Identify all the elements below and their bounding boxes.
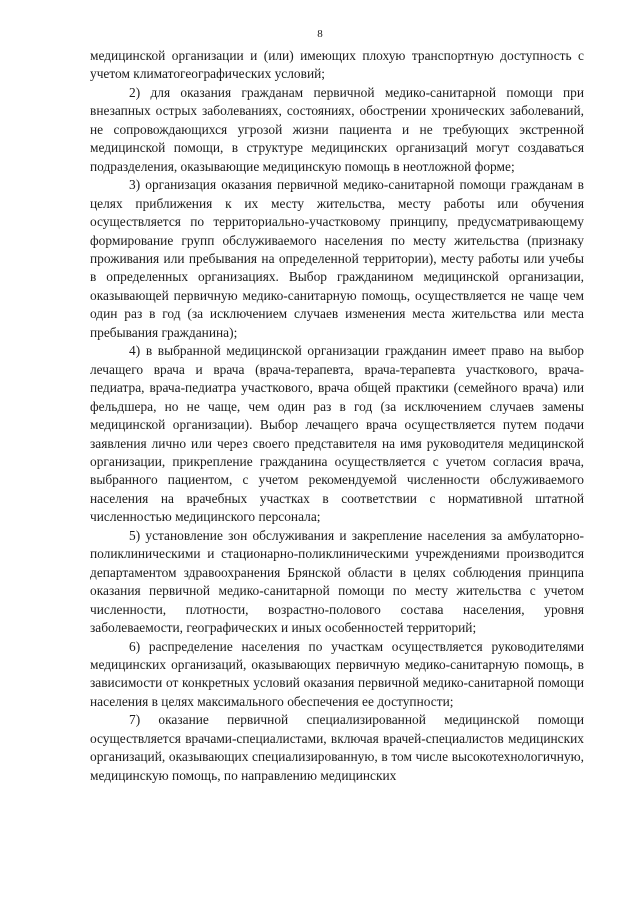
paragraph-item-5: 5) установление зон обслуживания и закрепление населения за амбулаторно-поликлиническими и стационарно-поликлиническими учреждениями производится департаментом здравоохранения Брянской области в целях соблюдения принципа оказания первичной медико-санитарной помощи по месту жительства с учетом численности, плотности, возрастно-полового состава населения, уровня заболеваемости, географических и иных особенностей территорий; bbox=[90, 527, 584, 636]
paragraph-item-2: 2) для оказания гражданам первичной медико-санитарной помощи при внезапных острых заболеваниях, состояниях, обострении хронических заболеваний, не сопровождающихся угрозой жизни пациента и не требующих экстренной медицинской помощи, в структуре медицинских организаций могут создаваться подразделения, оказывающие медицинскую помощь в неотложной форме; bbox=[90, 84, 584, 174]
paragraph-item-7: 7) оказание первичной специализированной медицинской помощи осуществляется врачами-специалистами, включая врачей-специалистов медицинских организаций, оказывающих специализированную, в том числе высокотехнологичную, медицинскую помощь, по направлению медицинских bbox=[90, 712, 584, 783]
paragraph-continuation: медицинской организации и (или) имеющих плохую транспортную доступность с учетом климатогеографических условий; bbox=[90, 48, 584, 82]
paragraph-item-6: 6) распределение населения по участкам осуществляется руководителями медицинских организаций, оказывающих первичную медико-санитарную помощь, в зависимости от конкретных условий оказания первичной медико-санитарной помощи населения в целях максимального обеспечения ее доступности; bbox=[90, 638, 584, 709]
document-body bbox=[90, 47, 584, 785]
page-number: 8 bbox=[317, 28, 323, 40]
paragraph-item-4: 4) в выбранной медицинской организации гражданин имеет право на выбор лечащего врача и врача (врача-терапевта, врача-терапевта участкового, врача-педиатра, врача-педиатра участкового, врача общей практики (семейного врача) или фельдшера, но не чаще, чем один раз в год (за исключением случаев замены медицинской организации). Выбор лечащего врача осуществляется путем подачи заявления лично или через своего представителя на имя руководителя медицинской организации, прикрепление гражданина осуществляется с учетом согласия врача, выбранного пациентом, с учетом рекомендуемой численности обслуживаемого населения на врачебных участках в соответствии с нормативной штатной численностью медицинского персонала; bbox=[90, 343, 584, 525]
paragraph-item-3: 3) организация оказания первичной медико-санитарной помощи гражданам в целях приближения к их месту жительства, месту работы или обучения осуществляется по территориально-участковому принципу, предусматривающему формирование групп обслуживаемого населения по месту жительства (признаку проживания или пребывания на определенной территории), месту работы или учебы в определенных организациях. Выбор гражданином медицинской организации, оказывающей первичную медико-санитарную помощь, осуществляется не чаще чем один раз в год (за исключением случаев изменения места жительства или места пребывания гражданина); bbox=[90, 177, 584, 340]
